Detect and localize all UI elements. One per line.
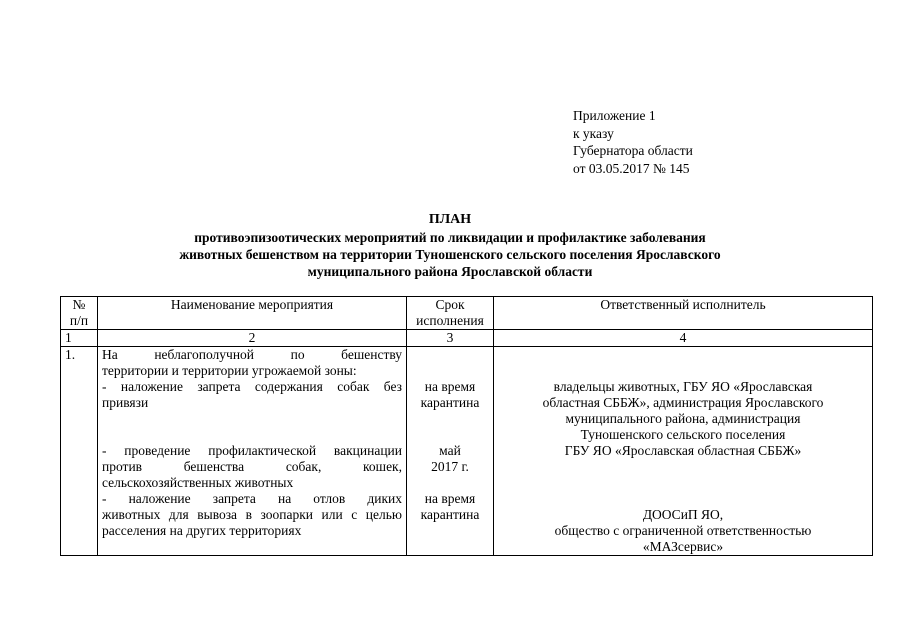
activity-text: против бешенства собак, кошек, — [102, 459, 402, 474]
row-activities — [98, 347, 407, 556]
header-num — [61, 297, 98, 330]
table-header-row — [61, 297, 873, 330]
title-line: противоэпизоотических мероприятий по ликвидации и профилактике заболевания — [194, 230, 706, 245]
activity-text: На неблагополучной по бешенству — [102, 347, 402, 362]
responsible-text: владельцы животных, ГБУ ЯО «Ярославская — [553, 379, 813, 394]
title-line: животных бешенством на территории Туношенского сельского поселения Ярославского — [179, 247, 721, 262]
header-term — [407, 297, 494, 330]
responsible-text: муниципального района, администрация — [565, 411, 801, 426]
column-number-row — [61, 330, 873, 347]
col-number: 2 — [98, 330, 407, 347]
appendix-line: Приложение 1 — [573, 108, 656, 123]
header-name: Наименование мероприятия — [98, 297, 407, 330]
activity-text: привязи — [102, 395, 149, 410]
activity-text: животных для вывоза в зоопарки или с целью — [102, 507, 402, 522]
header-term-line: исполнения — [416, 313, 484, 328]
row-number: 1. — [61, 347, 98, 556]
activity-text: расселения на других территориях — [102, 523, 302, 538]
term-text: 2017 г. — [431, 459, 469, 474]
term-text: на время — [424, 491, 476, 506]
row-responsible — [494, 347, 873, 556]
activity-text: - наложение запрета содержания собак без — [102, 379, 402, 394]
plan-table — [60, 296, 873, 556]
term-text: карантина — [420, 395, 480, 410]
activity-text: - наложение запрета на отлов диких — [102, 491, 402, 506]
term-text: на время — [424, 379, 476, 394]
activity-text: территории и территории угрожаемой зоны: — [102, 363, 357, 378]
responsible-text: ДООСиП ЯО, — [642, 507, 724, 522]
col-number: 4 — [494, 330, 873, 347]
col-number: 1 — [61, 330, 98, 347]
term-text: май — [439, 443, 461, 458]
header-num-line: № — [72, 297, 86, 312]
activity-text: сельскохозяйственных животных — [102, 475, 294, 490]
responsible-text: ГБУ ЯО «Ярославская областная СББЖ» — [564, 443, 802, 458]
responsible-text: «МАЗсервис» — [642, 539, 724, 554]
header-term-line: Срок — [435, 297, 465, 312]
responsible-text: общество с ограниченной ответственностью — [554, 523, 812, 538]
appendix-line: Губернатора области — [573, 143, 693, 158]
activity-text: - проведение профилактической вакцинации — [102, 443, 402, 458]
title-main: ПЛАН — [428, 212, 472, 227]
header-num-line: п/п — [69, 313, 89, 328]
appendix-line: от 03.05.2017 № 145 — [573, 160, 690, 176]
header-responsible: Ответственный исполнитель — [494, 297, 873, 330]
document-title — [120, 211, 780, 280]
col-number: 3 — [407, 330, 494, 347]
title-line: муниципального района Ярославской области — [307, 264, 593, 279]
term-text: карантина — [420, 507, 480, 522]
row-terms — [407, 347, 494, 556]
appendix-line: к указу — [573, 125, 614, 141]
appendix-block — [573, 107, 693, 177]
table-row — [61, 347, 873, 556]
responsible-text: Туношенского сельского поселения — [580, 427, 786, 442]
responsible-text: областная СББЖ», администрация Ярославского — [542, 395, 824, 410]
